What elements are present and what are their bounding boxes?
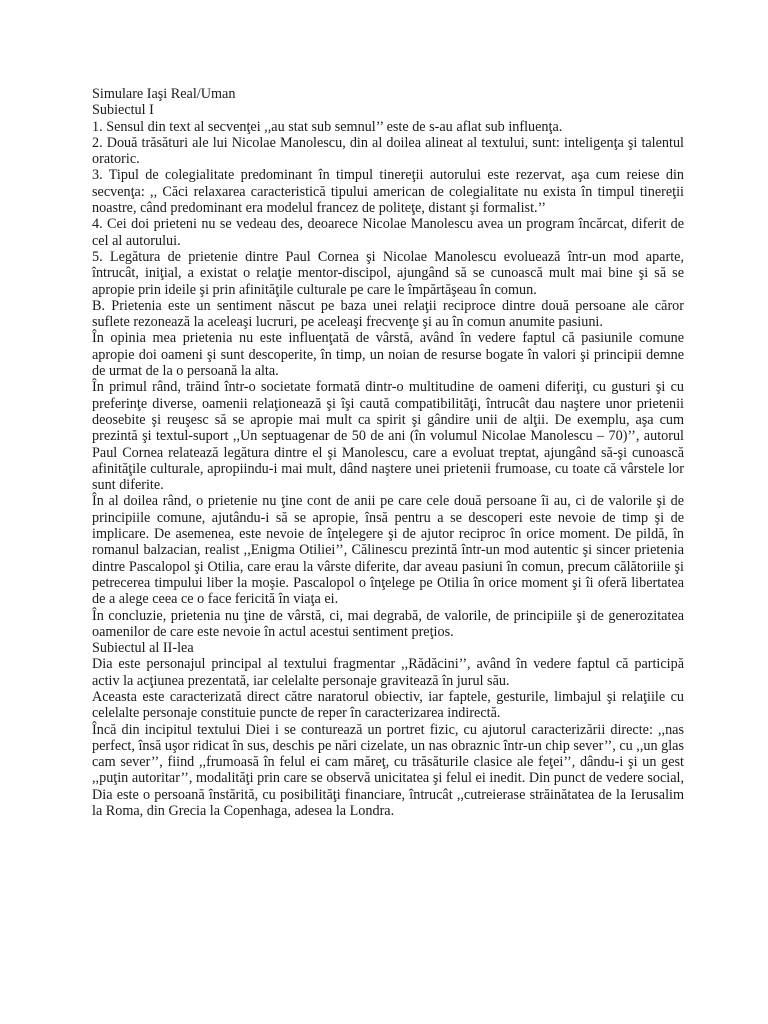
answer-paragraph: 1. Sensul din text al secvenţei ,,au stat sub semnul’’ este de s-au aflat sub influenţa. [92, 118, 563, 135]
section-heading-subiectul-1: Subiectul I [92, 102, 154, 119]
essay-paragraph: Încă din incipitul textului Diei i se conturează un portret fizic, cu ajutorul caracterizării directe: ,,nas perfect, însă uşor ridicat în sus, deschis pe nări cizelate, un nas obraznic într-un chip sever’’, cu ,,un glas cam sever’’, fiind ,,frumoasă în felul ei cam măreţ, cu trăsăturile clasice ale feţei’’, dându-i şi un gest ,,puţin autoritar’’, modalităţi prin care se observă unicitatea şi felul ei inedit. Din punct de vedere social, Dia este o persoană înstărită, cu posibilităţi financiare, întrucât ,,cutreierase străinătatea de la Ierusalim la Roma, din Grecia la Copenhaga, adesea la Londra. [92, 721, 684, 820]
answer-paragraph: 5. Legătura de prietenie dintre Paul Cornea şi Nicolae Manolescu evoluează într-un mod aparte, întrucât, iniţial, a existat o relaţie mentor-discipol, ajungând să se cunoască mult mai bine şi să se apropie prin ideile şi prin afinităţile culturale pe care le împărtăşeau în comun. [92, 248, 684, 298]
answer-paragraph: B. Prietenia este un sentiment născut pe baza unei relaţii reciproce dintre două persoane ale căror suflete rezonează la aceleaşi lucruri, pe aceleaşi frecvenţe şi au în comun anumite pasiuni. [92, 297, 684, 331]
essay-paragraph: În primul rând, trăind într-o societate formată dintr-o multitudine de oameni diferiţi, cu gusturi şi cu preferinţe diverse, oamenii relaţionează şi îşi caută compatibilităţi, întrucât dau naştere unor prietenii deosebite şi reuşesc să se apropie mai mult ca spirit şi gândire unii de alţii. De exemplu, aşa cum prezintă şi textul-suport ,,Un septuagenar de 50 de ani (în volumul Nicolae Manolescu – 70)’’, autorul Paul Cornea relatează legătura dintre el şi Manolescu, care a evoluat treptat, ajungând să-şi cunoască afinităţile culturale, apropiindu-i mai mult, dând naştere unei prietenii frumoase, cu toate că vârstele lor sunt diferite. [92, 379, 684, 494]
essay-paragraph: Dia este personajul principal al textului fragmentar ,,Rădăcini’’, având în vedere faptul că participă activ la acţiunea prezentată, iar celelalte personaje gravitează în jurul său. [92, 656, 684, 689]
answer-paragraph: 3. Tipul de colegialitate predominant în timpul tinereţii autorului este rezervat, aşa cum reiese din secvenţa: ,, Căci relaxarea caracteristică tipului american de colegialitate nu exista în timpul tinereţii noastre, când predominant era modelul francez de politeţe, distant şi formalist.’’ [92, 167, 684, 217]
answer-paragraph: 2. Două trăsături ale lui Nicolae Manolescu, din al doilea alineat al textului, sunt: inteligenţa şi talentul oratoric. [92, 134, 684, 168]
section-heading-subiectul-2: Subiectul al II-lea [92, 640, 194, 657]
essay-paragraph: Aceasta este caracterizată direct către naratorul obiectiv, iar faptele, gesturile, limbajul şi relaţiile cu celelalte personaje constituie puncte de reper în caracterizarea indirectă. [92, 688, 684, 722]
essay-paragraph: În al doilea rând, o prietenie nu ţine cont de anii pe care cele două persoane îi au, ci de valorile şi de principiile comune, ajutându-i să se apropie, însă pentru a se descoperi este nevoie de timp şi de implicare. De asemenea, este nevoie de înţelegere şi de ajutor reciproc în orice moment. De pildă, în romanul balzacian, realist ,,Enigma Otiliei’’, Călinescu prezintă într-un mod autentic şi sincer prietenia dintre Pascalopol şi Otilia, care erau la vârste diferite, dar aveau pasiuni în comun, precum călătoriile şi petrecerea timpului liber la moşie. Pascalopol o înţelege pe Otilia în orice moment şi îi oferă libertatea de a alege ceea ce o face fericită în viaţa ei. [92, 493, 684, 608]
document-page [92, 86, 684, 819]
essay-paragraph: În opinia mea prietenia nu este influenţată de vârstă, având în vedere faptul că pasiunile comune apropie doi oameni şi sunt descoperite, în timp, un noian de resurse bogate în valori şi principii demne de urmat de la o persoană la alta. [92, 330, 684, 380]
answer-paragraph: 4. Cei doi prieteni nu se vedeau des, deoarece Nicolae Manolescu avea un program încărcat, diferit de cel al autorului. [92, 216, 684, 249]
essay-paragraph: În concluzie, prietenia nu ţine de vârstă, ci, mai degrabă, de valorile, de principiile şi de generozitatea oamenilor de care este nevoie în actul acestui sentiment preţios. [92, 607, 684, 640]
document-title: Simulare Iaşi Real/Uman [92, 86, 236, 102]
